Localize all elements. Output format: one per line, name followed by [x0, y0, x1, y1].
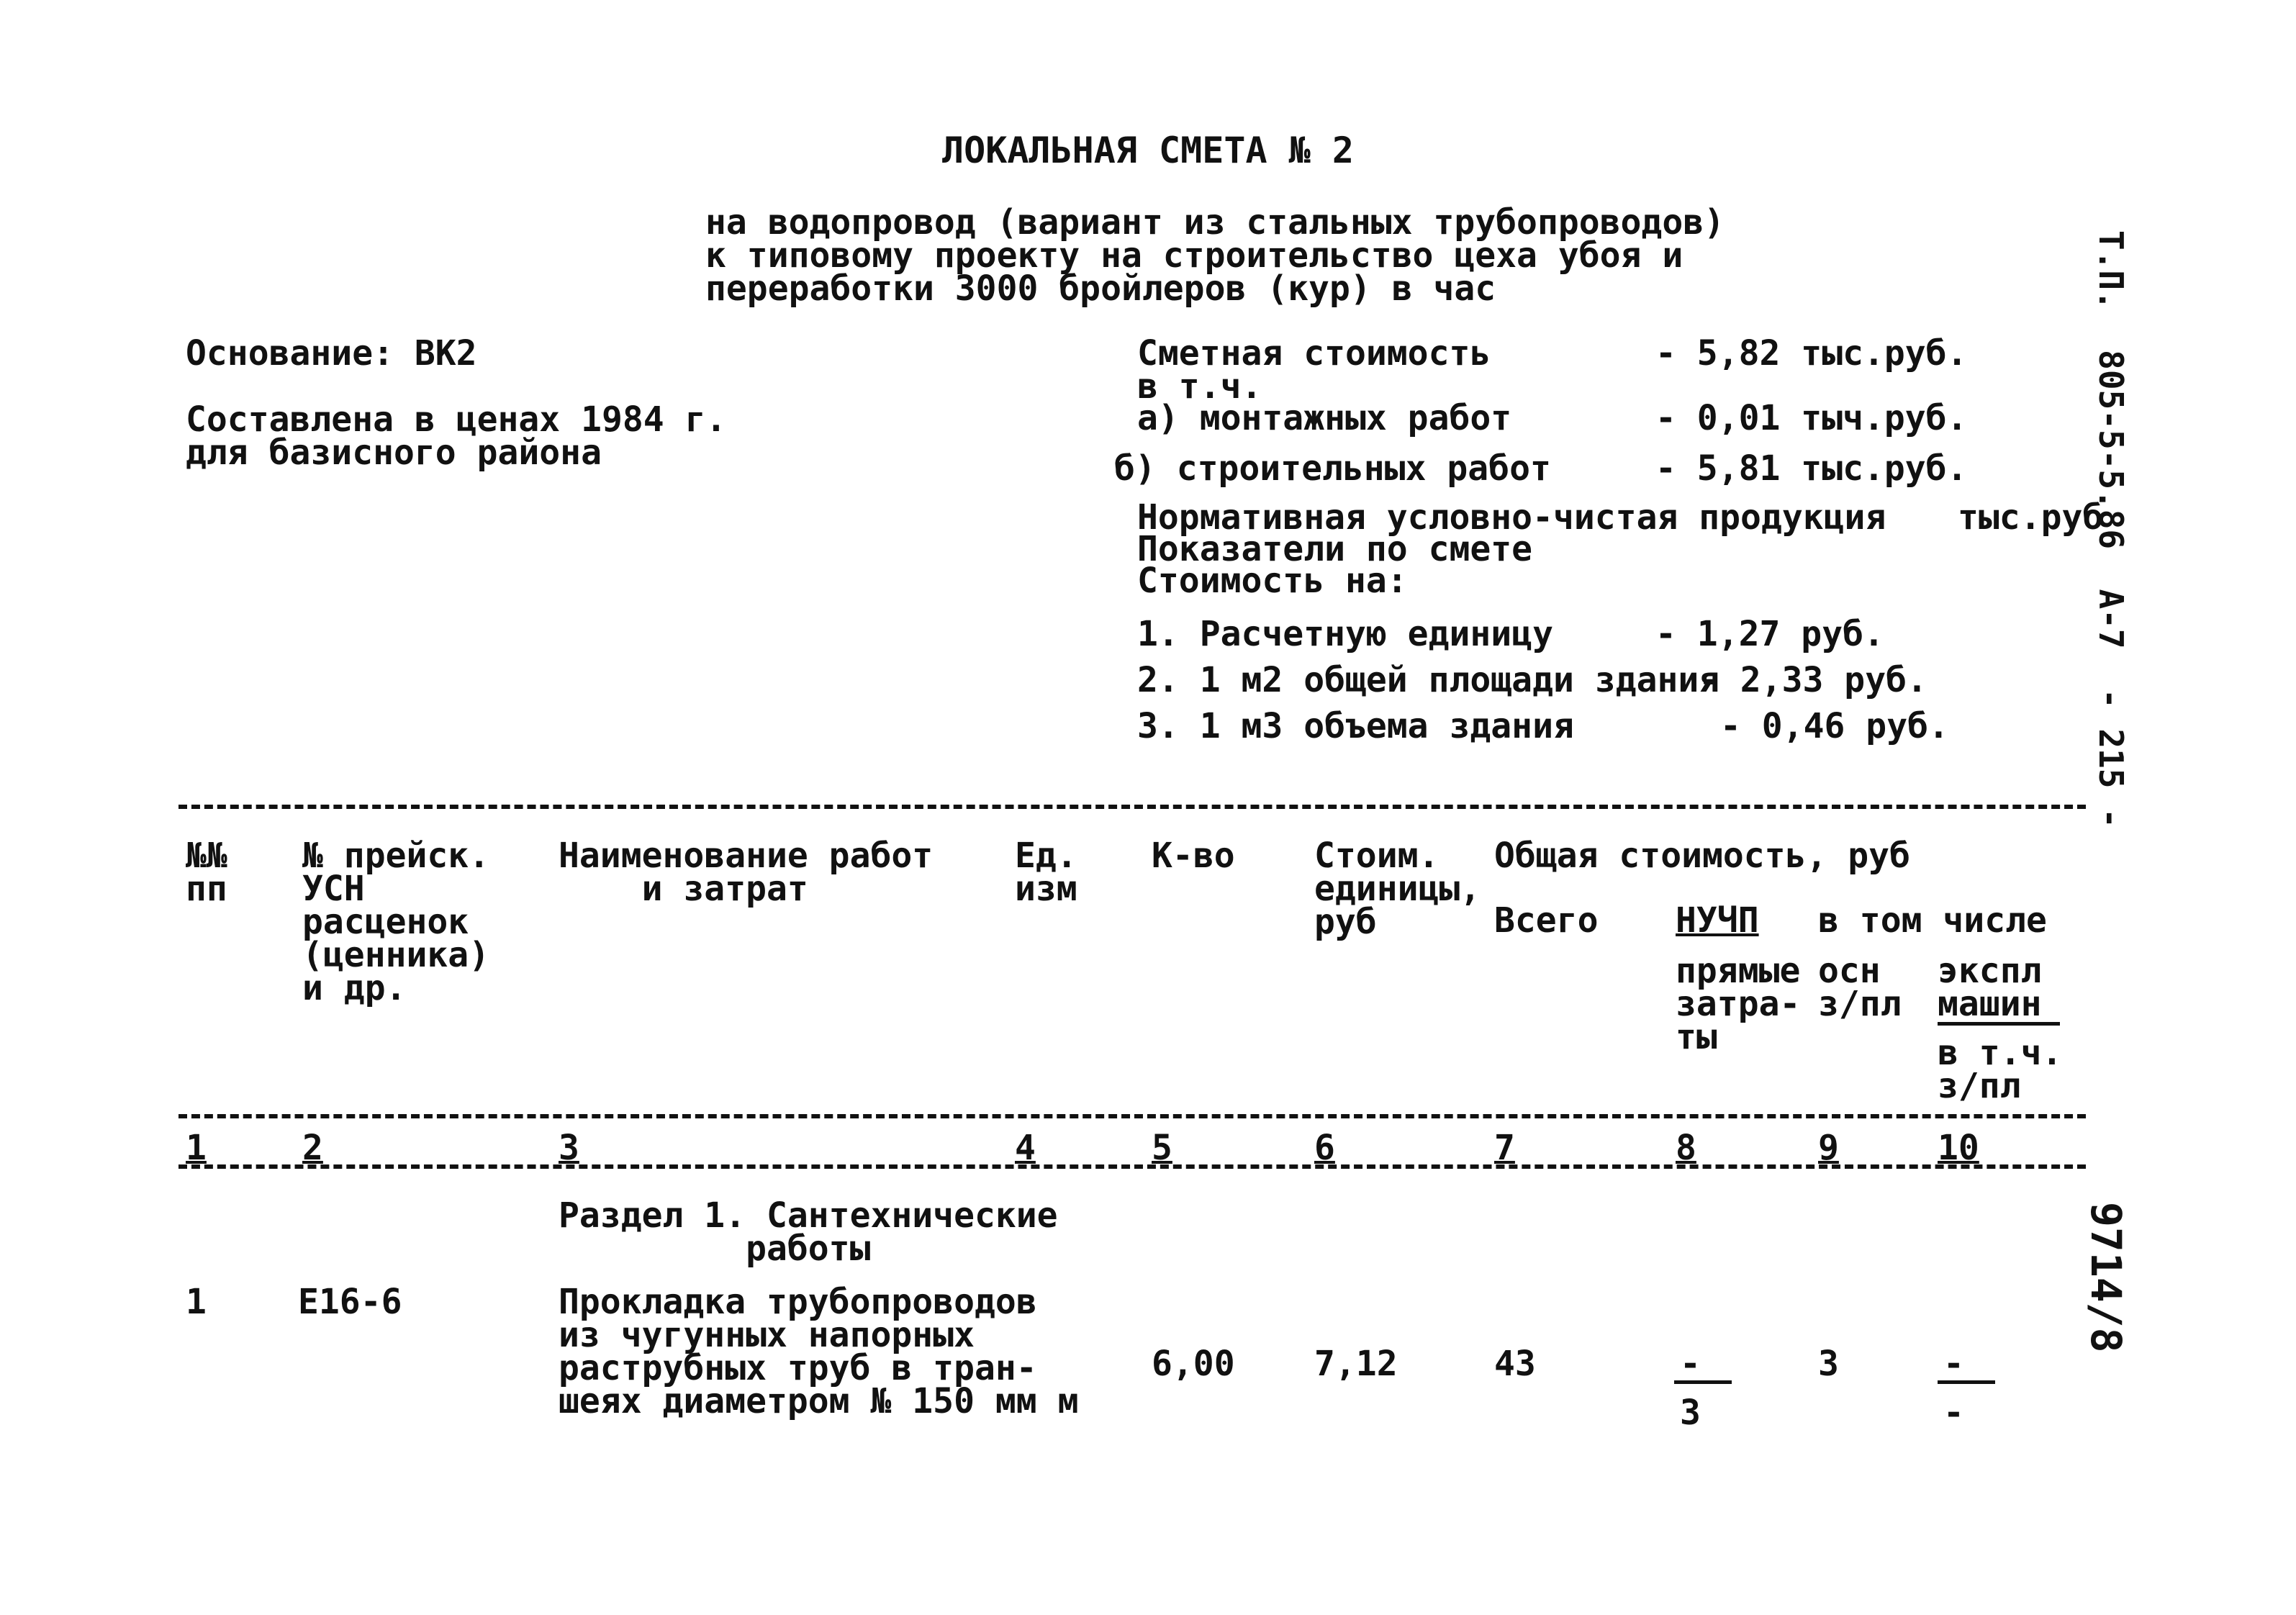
row-1-name: Прокладка трубопроводов из чугунных напорных раструбных труб в тран- шеях диаметром № 150 мм м — [559, 1282, 1079, 1421]
subtitle-line-3: переработки 3000 бройлеров (кур) в час — [705, 268, 1496, 309]
section-title: Раздел 1. Сантехнические работы — [559, 1195, 1058, 1269]
header-bottom-rule — [178, 1114, 2086, 1118]
colnum-2: 2 — [302, 1128, 323, 1168]
project-code-side: Т.П. 805-5-5.86 А-7 - 215 - — [2092, 230, 2130, 828]
header-col-code: № прейск. УСН расценок (ценника) и др. — [302, 836, 490, 1008]
unit-cost-label: 1. Расчетную единицу — [1137, 614, 1553, 654]
row-1-direct-bottom: 3 — [1680, 1393, 1701, 1433]
header-col-num: №№ пп — [186, 836, 227, 909]
unit-cost-value: - 1,27 руб. — [1655, 614, 1884, 654]
basis-text: Основание: ВК2 — [186, 333, 477, 374]
header-col-name: Наименование работ и затрат — [559, 836, 934, 909]
row-1-code: Е16-6 — [298, 1282, 402, 1322]
colnum-3: 3 — [559, 1128, 579, 1168]
header-col-machines: экспл машин — [1938, 951, 2042, 1024]
header-col-qty: К-во — [1152, 836, 1235, 876]
estimated-cost-value: - 5,82 тыс.руб. — [1655, 333, 1968, 374]
volume-cost-label: 3. 1 м3 объема здания — [1137, 706, 1574, 746]
header-col-direct: прямые затра- ты — [1676, 951, 1801, 1057]
header-col-unit: Ед. изм — [1015, 836, 1077, 909]
header-col-machines-wage: в т.ч. з/пл — [1938, 1033, 2063, 1106]
header-incl-group: в том числе — [1818, 900, 2047, 941]
row-1-machines-top: - — [1943, 1344, 1964, 1384]
indicators-label: Показатели по смете — [1137, 529, 1533, 569]
area-cost-value: - 2,33 руб. — [1699, 660, 1927, 700]
row-1-num: 1 — [186, 1282, 207, 1322]
header-nuchp: НУЧП — [1676, 900, 1759, 941]
row-1-unit-cost: 7,12 — [1314, 1344, 1398, 1384]
estimated-cost-label: Сметная стоимость — [1137, 333, 1491, 374]
page-title: ЛОКАЛЬНАЯ СМЕТА № 2 — [942, 130, 1354, 171]
colnum-7: 7 — [1494, 1128, 1515, 1168]
compiled-region-text: для базисного района — [186, 433, 602, 473]
colnum-9: 9 — [1818, 1128, 1839, 1168]
row-1-machines-bottom: - — [1943, 1393, 1964, 1433]
header-total-group: Общая стоимость, руб — [1494, 836, 1910, 876]
colnum-4: 4 — [1015, 1128, 1036, 1168]
row-1-wage: 3 — [1818, 1344, 1839, 1384]
column-numbers-rule — [178, 1164, 2086, 1169]
table-top-rule — [178, 805, 2086, 809]
machines-underline — [1938, 1022, 2060, 1026]
cost-per-label: Стоимость на: — [1137, 561, 1408, 601]
colnum-10: 10 — [1938, 1128, 1979, 1168]
sheet-number-side: 9714/8 — [2082, 1202, 2130, 1353]
install-works-label: а) монтажных работ — [1137, 398, 1512, 438]
incl-label: в т.ч. — [1137, 366, 1262, 407]
row-1-direct-fraction-line — [1674, 1380, 1732, 1384]
normative-product-label: Нормативная условно-чистая продукция — [1137, 497, 1886, 538]
colnum-6: 6 — [1314, 1128, 1335, 1168]
volume-cost-value: - 0,46 руб. — [1720, 706, 1949, 746]
subtitle-line-1: на водопровод (вариант из стальных трубопроводов) — [705, 202, 1725, 243]
row-1-total: 43 — [1494, 1344, 1536, 1384]
header-col-unit-cost: Стоим. единицы, руб — [1314, 836, 1481, 942]
colnum-1: 1 — [186, 1128, 207, 1168]
compiled-prices-text: Составлена в ценах 1984 г. — [186, 399, 727, 440]
area-cost-label: 2. 1 м2 общей площади здания — [1137, 660, 1720, 700]
row-1-direct-top: - — [1680, 1344, 1701, 1384]
normative-product-unit: тыс.руб — [1958, 497, 2104, 538]
header-col-wage: осн з/пл — [1818, 951, 1902, 1024]
install-works-value: - 0,01 тыч.руб. — [1655, 398, 1968, 438]
colnum-8: 8 — [1676, 1128, 1696, 1168]
build-works-value: - 5,81 тыс.руб. — [1655, 448, 1968, 489]
header-col-total: Всего — [1494, 900, 1599, 941]
colnum-5: 5 — [1152, 1128, 1172, 1168]
build-works-label: б) строительных работ — [1114, 448, 1551, 489]
row-1-qty: 6,00 — [1152, 1344, 1235, 1384]
subtitle-line-2: к типовому проекту на строительство цеха убоя и — [705, 235, 1683, 276]
row-1-machines-fraction-line — [1938, 1380, 1995, 1384]
